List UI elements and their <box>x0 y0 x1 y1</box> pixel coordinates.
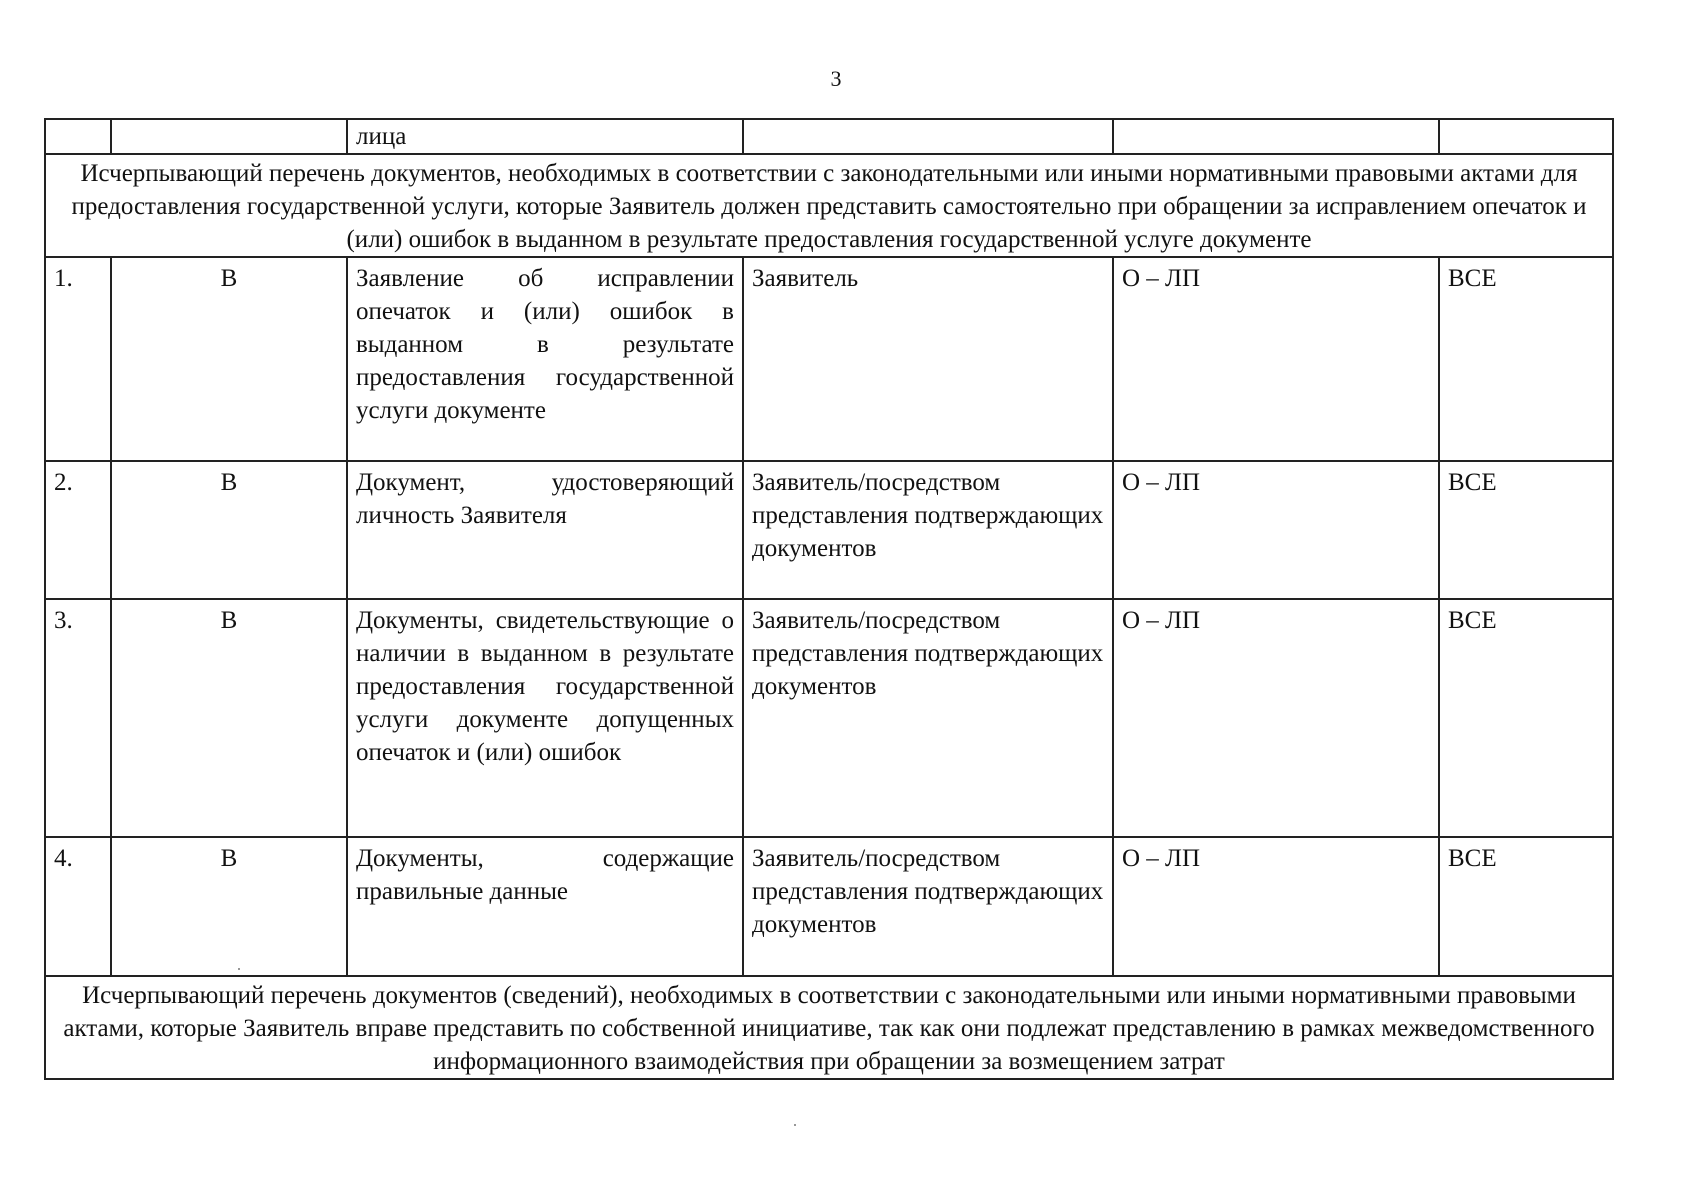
table-row <box>45 257 1613 461</box>
row-applicability: ВСЕ <box>1439 257 1613 461</box>
row-category: В <box>111 257 347 461</box>
page-number: 3 <box>830 66 842 91</box>
table-row <box>45 461 1613 599</box>
section-heading: Исчерпывающий перечень документов (сведений), необходимых в соответствии с законодательными или иными нормативными правовыми актами, которые Заявитель вправе представить по собственной инициативе, так как они подлежат представлению в рамках межведомственного информационного взаимодействия при обращении за возмещением затрат <box>45 976 1613 1079</box>
row-submitter: Заявитель <box>743 257 1113 461</box>
row-form: О – ЛП <box>1113 837 1439 976</box>
row-document: Документ, удостоверяющий личность Заявителя <box>347 461 743 599</box>
documents-table <box>44 118 1614 1080</box>
table-row-continued <box>45 119 1613 154</box>
row-category: В <box>111 837 347 976</box>
row-form: О – ЛП <box>1113 257 1439 461</box>
row-number: 2. <box>45 461 111 599</box>
table-row <box>45 837 1613 976</box>
cell-form <box>1113 119 1439 154</box>
row-number: 4. <box>45 837 111 976</box>
row-submitter: Заявитель/посредством представления подтверждающих документов <box>743 599 1113 837</box>
row-document: Документы, содержащие правильные данные <box>347 837 743 976</box>
row-applicability: ВСЕ <box>1439 461 1613 599</box>
row-applicability: ВСЕ <box>1439 837 1613 976</box>
row-submitter: Заявитель/посредством представления подтверждающих документов <box>743 837 1113 976</box>
cell-applicability <box>1439 119 1613 154</box>
scan-speck <box>238 968 240 970</box>
section-heading: Исчерпывающий перечень документов, необходимых в соответствии с законодательными или иными нормативными правовыми актами для предоставления государственной услуги, которые Заявитель должен представить самостоятельно при обращении за исправлением опечаток и (или) ошибок в выданном в результате предоставления государственной услуге документе <box>45 154 1613 257</box>
row-document: Заявление об исправлении опечаток и (или) ошибок в выданном в результате предоставления государственной услуги документе <box>347 257 743 461</box>
cell-submitter <box>743 119 1113 154</box>
row-form: О – ЛП <box>1113 461 1439 599</box>
row-submitter: Заявитель/посредством представления подтверждающих документов <box>743 461 1113 599</box>
row-number: 3. <box>45 599 111 837</box>
scan-speck <box>794 1124 796 1126</box>
section-header-optional-documents <box>45 976 1613 1079</box>
cell-num <box>45 119 111 154</box>
row-document: Документы, свидетельствующие о наличии в выданном в результате предоставления государственной услуги документе допущенных опечаток и (или) ошибок <box>347 599 743 837</box>
section-header-required-documents <box>45 154 1613 257</box>
cell-document: лица <box>347 119 743 154</box>
row-category: В <box>111 461 347 599</box>
row-form: О – ЛП <box>1113 599 1439 837</box>
cell-category <box>111 119 347 154</box>
row-category: В <box>111 599 347 837</box>
table-row <box>45 599 1613 837</box>
row-applicability: ВСЕ <box>1439 599 1613 837</box>
row-number: 1. <box>45 257 111 461</box>
